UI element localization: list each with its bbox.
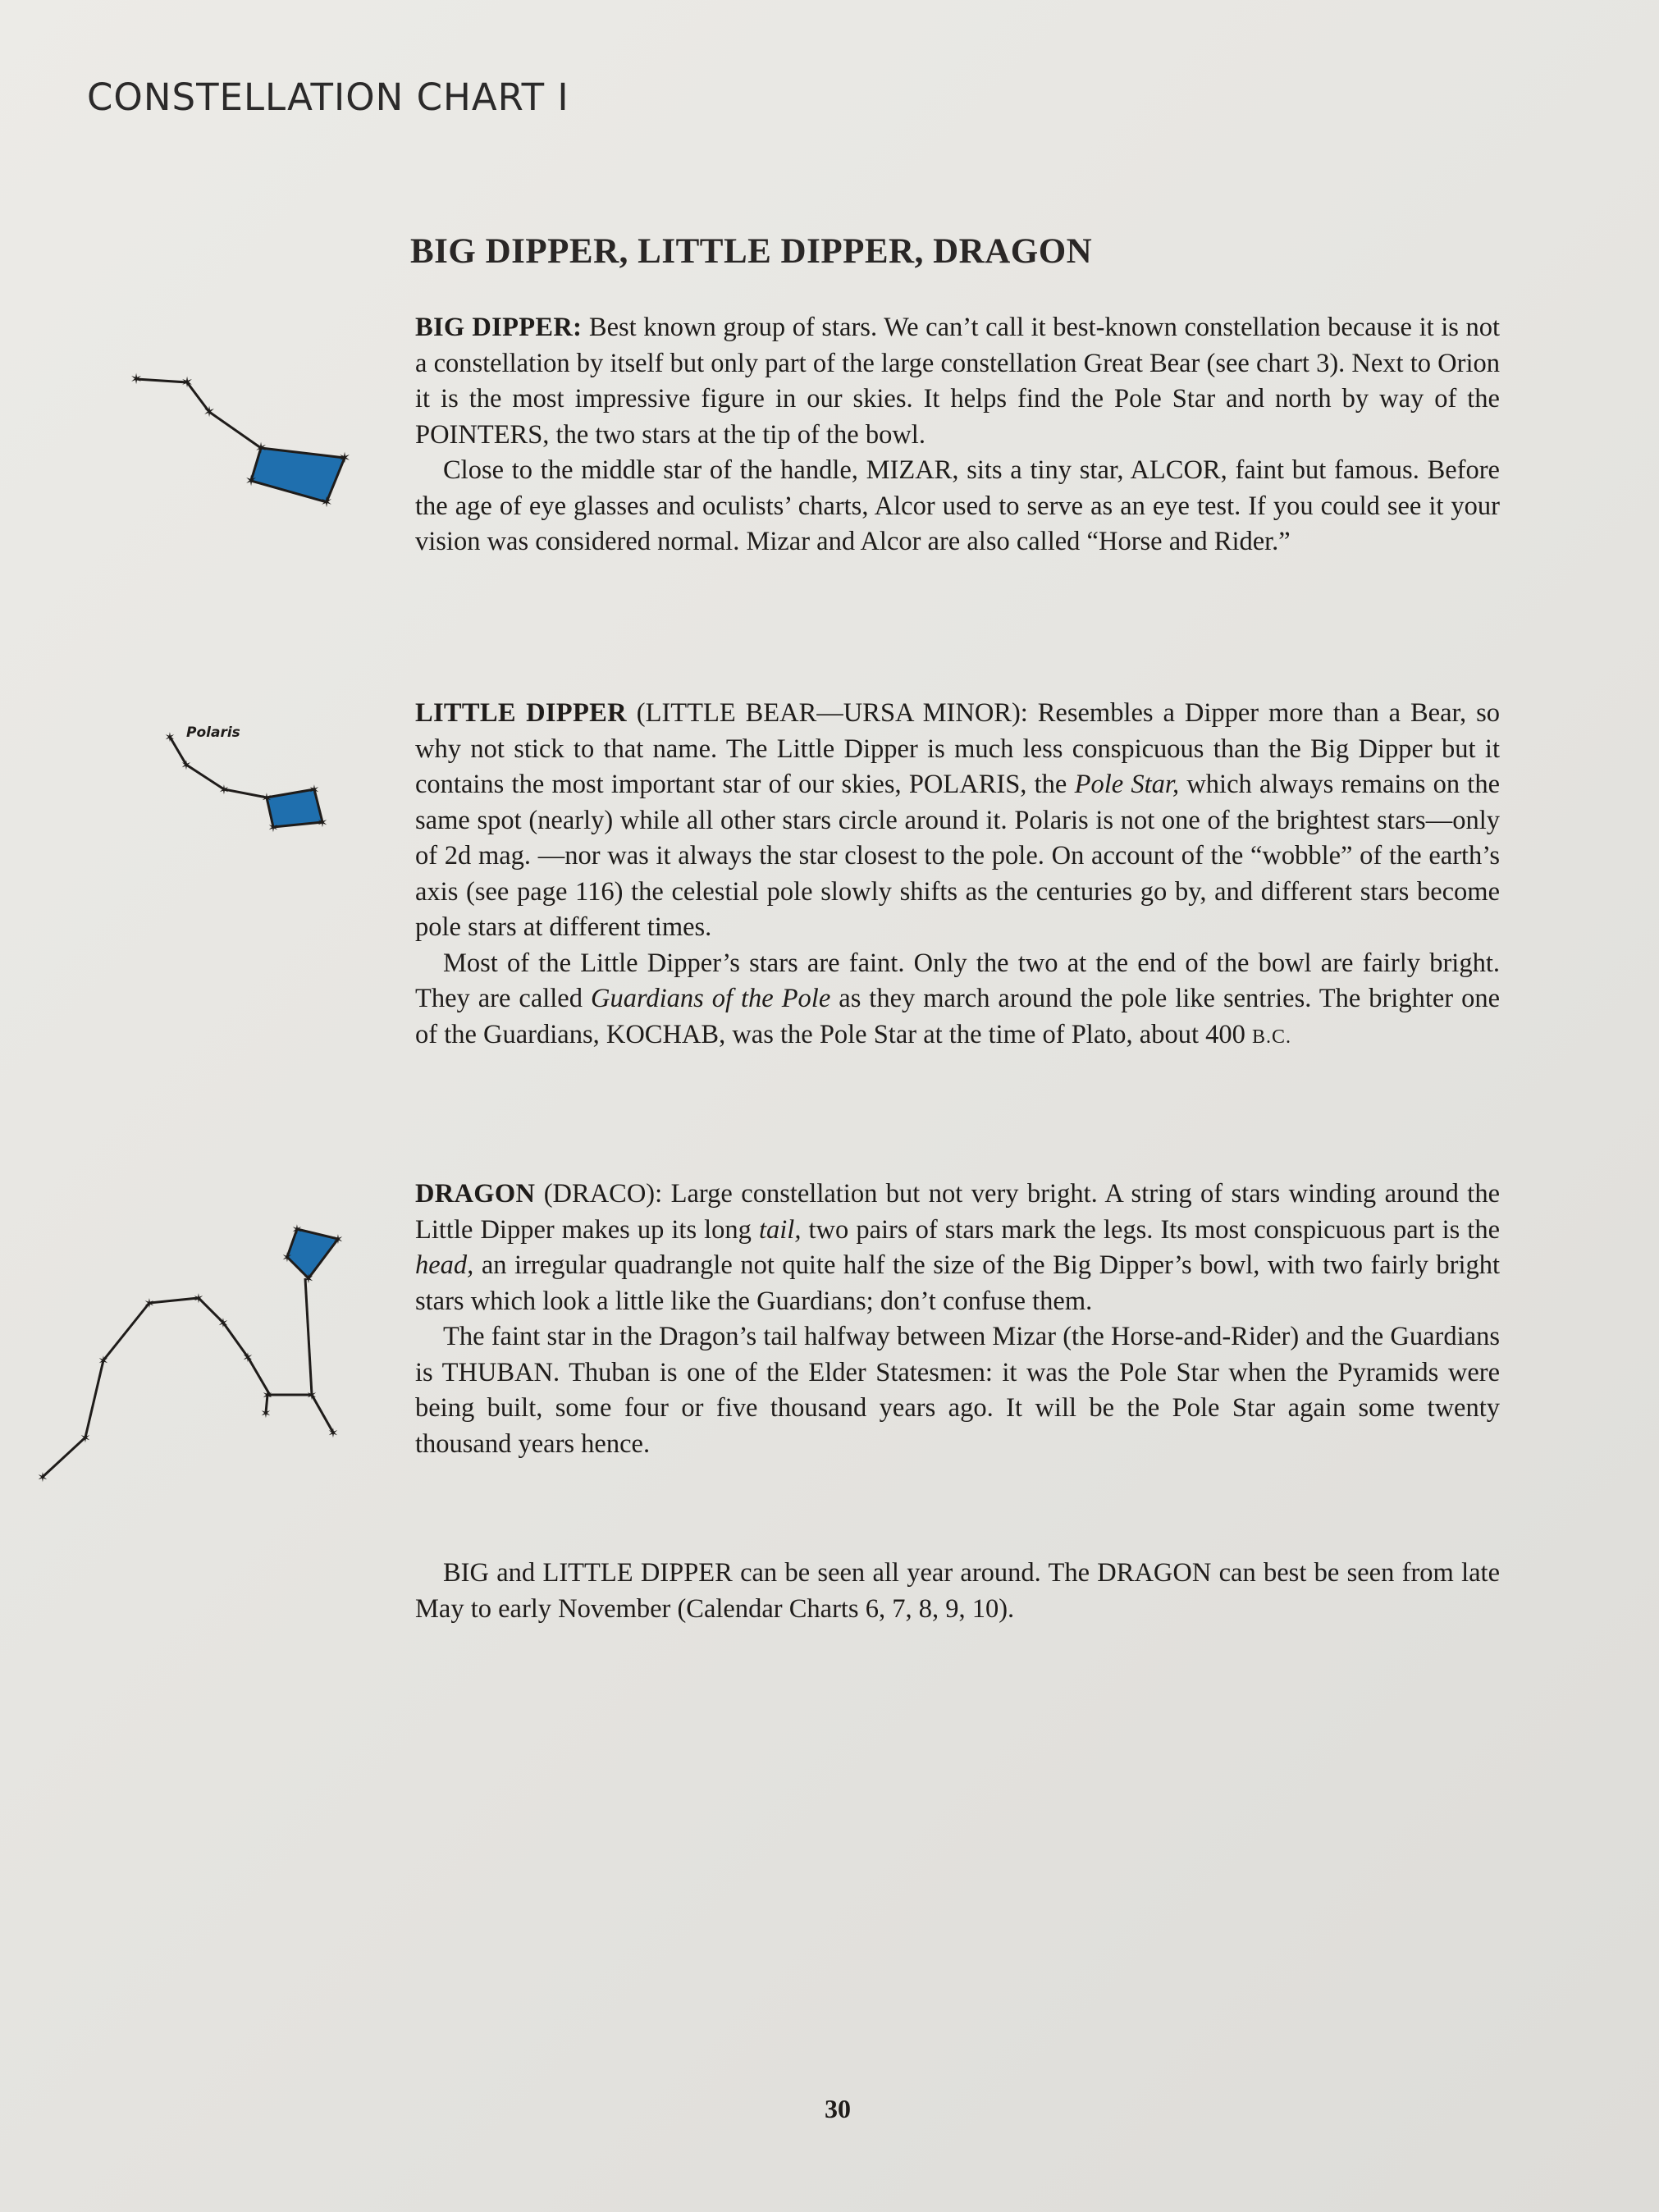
star-icon: ✶	[144, 1296, 155, 1311]
star-icon: ✶	[98, 1353, 109, 1369]
dragon-neck-line	[305, 1278, 312, 1395]
star-icon: ✶	[242, 1350, 254, 1365]
star-icon: ✶	[245, 473, 258, 490]
little-dipper-text-1b: which always remains on the same spot (nearly) while all other stars circle around it. Polaris is not one of the brightest stars—only of 2d mag. —nor was it always the star closest to the pole. On account of the “wobble” of the earth’s axis (see page 116) the celestial pole slowly shifts as the centuries go by, and different stars become pole stars at different times.	[415, 770, 1500, 942]
big-dipper-section	[415, 310, 1500, 560]
star-icon: ✶	[327, 1425, 339, 1441]
dragon-text-1b: two pairs of stars mark the legs. Its most conspicuous part is the	[808, 1214, 1501, 1245]
star-icon: ✶	[130, 371, 143, 388]
page-title: BIG DIPPER, LITTLE DIPPER, DRAGON	[410, 232, 1093, 271]
big-dipper-paragraph-1	[415, 310, 1500, 453]
star-icon: ✶	[308, 782, 320, 798]
closing-paragraph: BIG and LITTLE DIPPER can be seen all year around. The DRAGON can best be seen from late May to early November (Calendar Charts 6, 7, 8, 9, 10).	[415, 1558, 1500, 1624]
little-dipper-paragraph-1	[415, 696, 1500, 946]
dragon-text-1c: an irregular quadrangle not quite half the size of the Big Dipper’s bowl, with two fairly bright stars which look a little like the Guardians; don’t confuse them.	[415, 1250, 1501, 1316]
guardians-emphasis: Guardians of the Pole	[590, 984, 831, 1013]
star-icon: ✶	[303, 1271, 314, 1287]
star-icon: ✶	[267, 820, 279, 835]
page-number: 30	[825, 2094, 851, 2123]
star-icon: ✶	[203, 404, 216, 421]
dragon-tail-line	[43, 1298, 271, 1477]
little-dipper-text-2a: Most of the Little Dipper’s stars are faint. Only the two at the end of the bowl are fairly bright. They are called	[415, 948, 1500, 1013]
star-icon: ✶	[260, 1405, 272, 1421]
star-icon: ✶	[291, 1222, 303, 1237]
big-dipper-paragraph-2: Close to the middle star of the handle, MIZAR, sits a tiny star, ALCOR, faint but famous. Before the age of eye glasses and oculists’ charts, Alcor used to serve as an eye test. If you could see it your vision was considered normal. Mizar and Alcor are also called “Horse and Rider.”	[415, 455, 1500, 556]
star-icon: ✶	[320, 494, 333, 511]
tail-emphasis: tail,	[759, 1214, 802, 1245]
pole-star-emphasis: Pole Star,	[1074, 770, 1180, 799]
big-dipper-handle-line	[136, 379, 261, 448]
star-icon: ✶	[317, 815, 328, 830]
star-icon: ✶	[181, 374, 194, 391]
star-icon: ✶	[332, 1232, 344, 1247]
star-icon: ✶	[181, 757, 192, 773]
star-icon: ✶	[217, 1315, 229, 1331]
star-icon: ✶	[338, 450, 351, 467]
big-dipper-diagram	[123, 361, 369, 517]
running-head: CONSTELLATION CHART I	[87, 75, 569, 119]
polaris-label: Polaris	[186, 724, 240, 741]
dragon-paragraph-2: The faint star in the Dragon’s tail halfway between Mizar (the Horse-and-Rider) and the Guardians is THUBAN. Thuban is one of the Elder Statesmen: it was the Pole Star when the Pyramids were being built, some four or five thousand years ago. It will be the Pole Star again some twenty thousand years hence.	[415, 1322, 1500, 1459]
little-dipper-lead: LITTLE DIPPER	[415, 698, 627, 728]
head-emphasis: head,	[415, 1250, 474, 1280]
dragon-section	[415, 1177, 1500, 1462]
star-icon: ✶	[261, 790, 272, 806]
star-icon: ✶	[262, 1387, 273, 1403]
star-icon: ✶	[254, 440, 267, 457]
star-icon: ✶	[164, 729, 176, 745]
little-dipper-diagram	[152, 714, 340, 837]
closing-section	[415, 1556, 1500, 1627]
little-dipper-paragraph-2	[415, 946, 1500, 1056]
star-icon: ✶	[37, 1469, 48, 1485]
dragon-text-1a: (DRACO): Large constellation but not very bright. A string of stars winding around the Little Dipper makes up its long	[415, 1179, 1501, 1245]
star-icon: ✶	[193, 1291, 204, 1306]
bc-abbreviation: B.C.	[1251, 1026, 1291, 1048]
big-dipper-text-1: Best known group of stars. We can’t call it best-known constellation because it is not a constellation by itself but only part of the large constellation Great Bear (see chart 3). Next to Orion it is the most impressive figure in our skies. It helps find the Pole Star and north by way of the POINTERS, the two stars at the tip of the bowl.	[415, 313, 1501, 450]
star-icon: ✶	[306, 1387, 318, 1403]
dragon-paragraph-1	[415, 1177, 1500, 1319]
star-icon: ✶	[80, 1430, 91, 1446]
star-icon: ✶	[218, 782, 230, 798]
dragon-diagram	[33, 1214, 361, 1493]
big-dipper-lead: BIG DIPPER:	[415, 313, 583, 342]
little-dipper-text-1a: (LITTLE BEAR—URSA MINOR): Resembles a Dipper more than a Bear, so why not stick to that name. The Little Dipper is much less conspicuous than the Big Dipper but it contains the most important star of our skies, POLARIS, the	[415, 698, 1501, 799]
dragon-lead: DRAGON	[415, 1179, 536, 1209]
little-dipper-text-2b: as they march around the pole like sentries. The brighter one of the Guardians, KOCHAB, was the Pole Star at the time of Plato, about 400	[415, 984, 1501, 1049]
star-icon: ✶	[281, 1250, 293, 1265]
little-dipper-section	[415, 696, 1500, 1055]
